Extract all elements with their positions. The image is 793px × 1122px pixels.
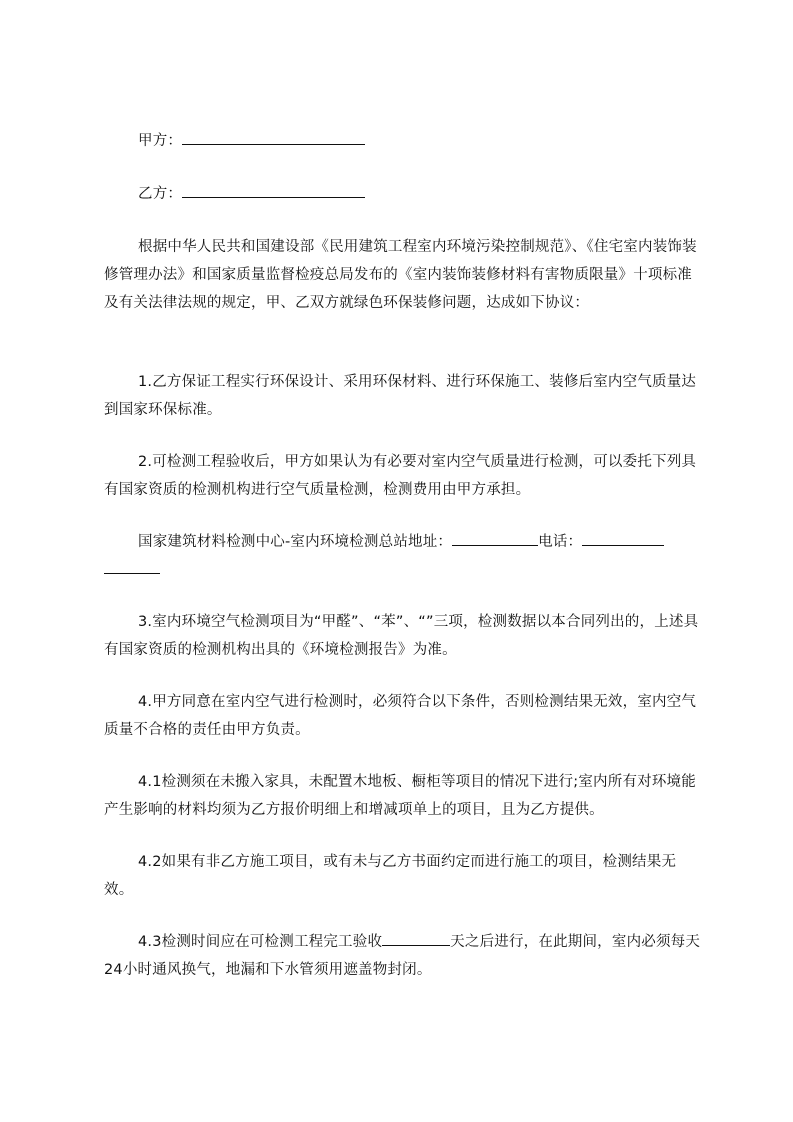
station-address-blank[interactable] — [452, 531, 538, 546]
station-address-label: 国家建筑材料检测中心-室内环境检测总站地址： — [138, 534, 453, 550]
clause-4-3-before: 4.3检测时间应在可检测工程完工验收 — [138, 934, 383, 950]
clause-4-3 — [104, 928, 704, 984]
station-phone-blank[interactable] — [582, 531, 664, 546]
clause-3: 3.室内环境空气检测项目为“甲醛”、“苯”、“”三项，检测数据以本合同列出的，上述具有国家资质的检测机构出具的《环境检测报告》为准。 — [104, 614, 699, 658]
clause-4-2: 4.2如果有非乙方施工项目，或有未与乙方书面约定而进行施工的项目，检测结果无效。 — [104, 854, 677, 898]
clause-4-3-days-blank[interactable] — [382, 931, 450, 946]
clause-4: 4.甲方同意在室内空气进行检测时，必须符合以下条件，否则检测结果无效，室内空气质量不合格的责任由甲方负责。 — [104, 694, 697, 738]
party-b-label: 乙方： — [138, 186, 183, 202]
party-a-blank[interactable] — [182, 130, 365, 145]
station-line — [104, 528, 704, 584]
party-b-line — [104, 180, 704, 208]
party-b-blank[interactable] — [182, 183, 365, 198]
preamble-paragraph: 根据中华人民共和国建设部《民用建筑工程室内环境污染控制规范》、《住宅室内装饰装修管理办法》和国家质量监督检疫总局发布的《室内装饰装修材料有害物质限量》十项标准及有关法律法规的规定，甲、乙双方就绿色环保装修问题，达成如下协议： — [104, 239, 697, 311]
station-phone-blank-cont[interactable] — [104, 559, 160, 574]
clause-4-3-after: 天之后进行，在此期间，室内必须每天24小时通风换气，地漏和下水管须用遮盖物封闭。 — [104, 934, 701, 978]
clause-2: 2.可检测工程验收后，甲方如果认为有必要对室内空气质量进行检测，可以委托下列具有国家资质的检测机构进行空气质量检测，检测费用由甲方承担。 — [104, 454, 697, 498]
clause-1: 1.乙方保证工程实行环保设计、采用环保材料、进行环保施工、装修后室内空气质量达到国家环保标准。 — [104, 374, 697, 418]
clause-4-1: 4.1检测须在未搬入家具，未配置木地板、橱柜等项目的情况下进行;室内所有对环境能产生影响的材料均须为乙方报价明细上和增减项单上的项目，且为乙方提供。 — [104, 774, 696, 818]
party-a-line — [104, 127, 704, 155]
station-phone-label: 电话： — [538, 534, 583, 550]
party-a-label: 甲方： — [138, 133, 183, 149]
